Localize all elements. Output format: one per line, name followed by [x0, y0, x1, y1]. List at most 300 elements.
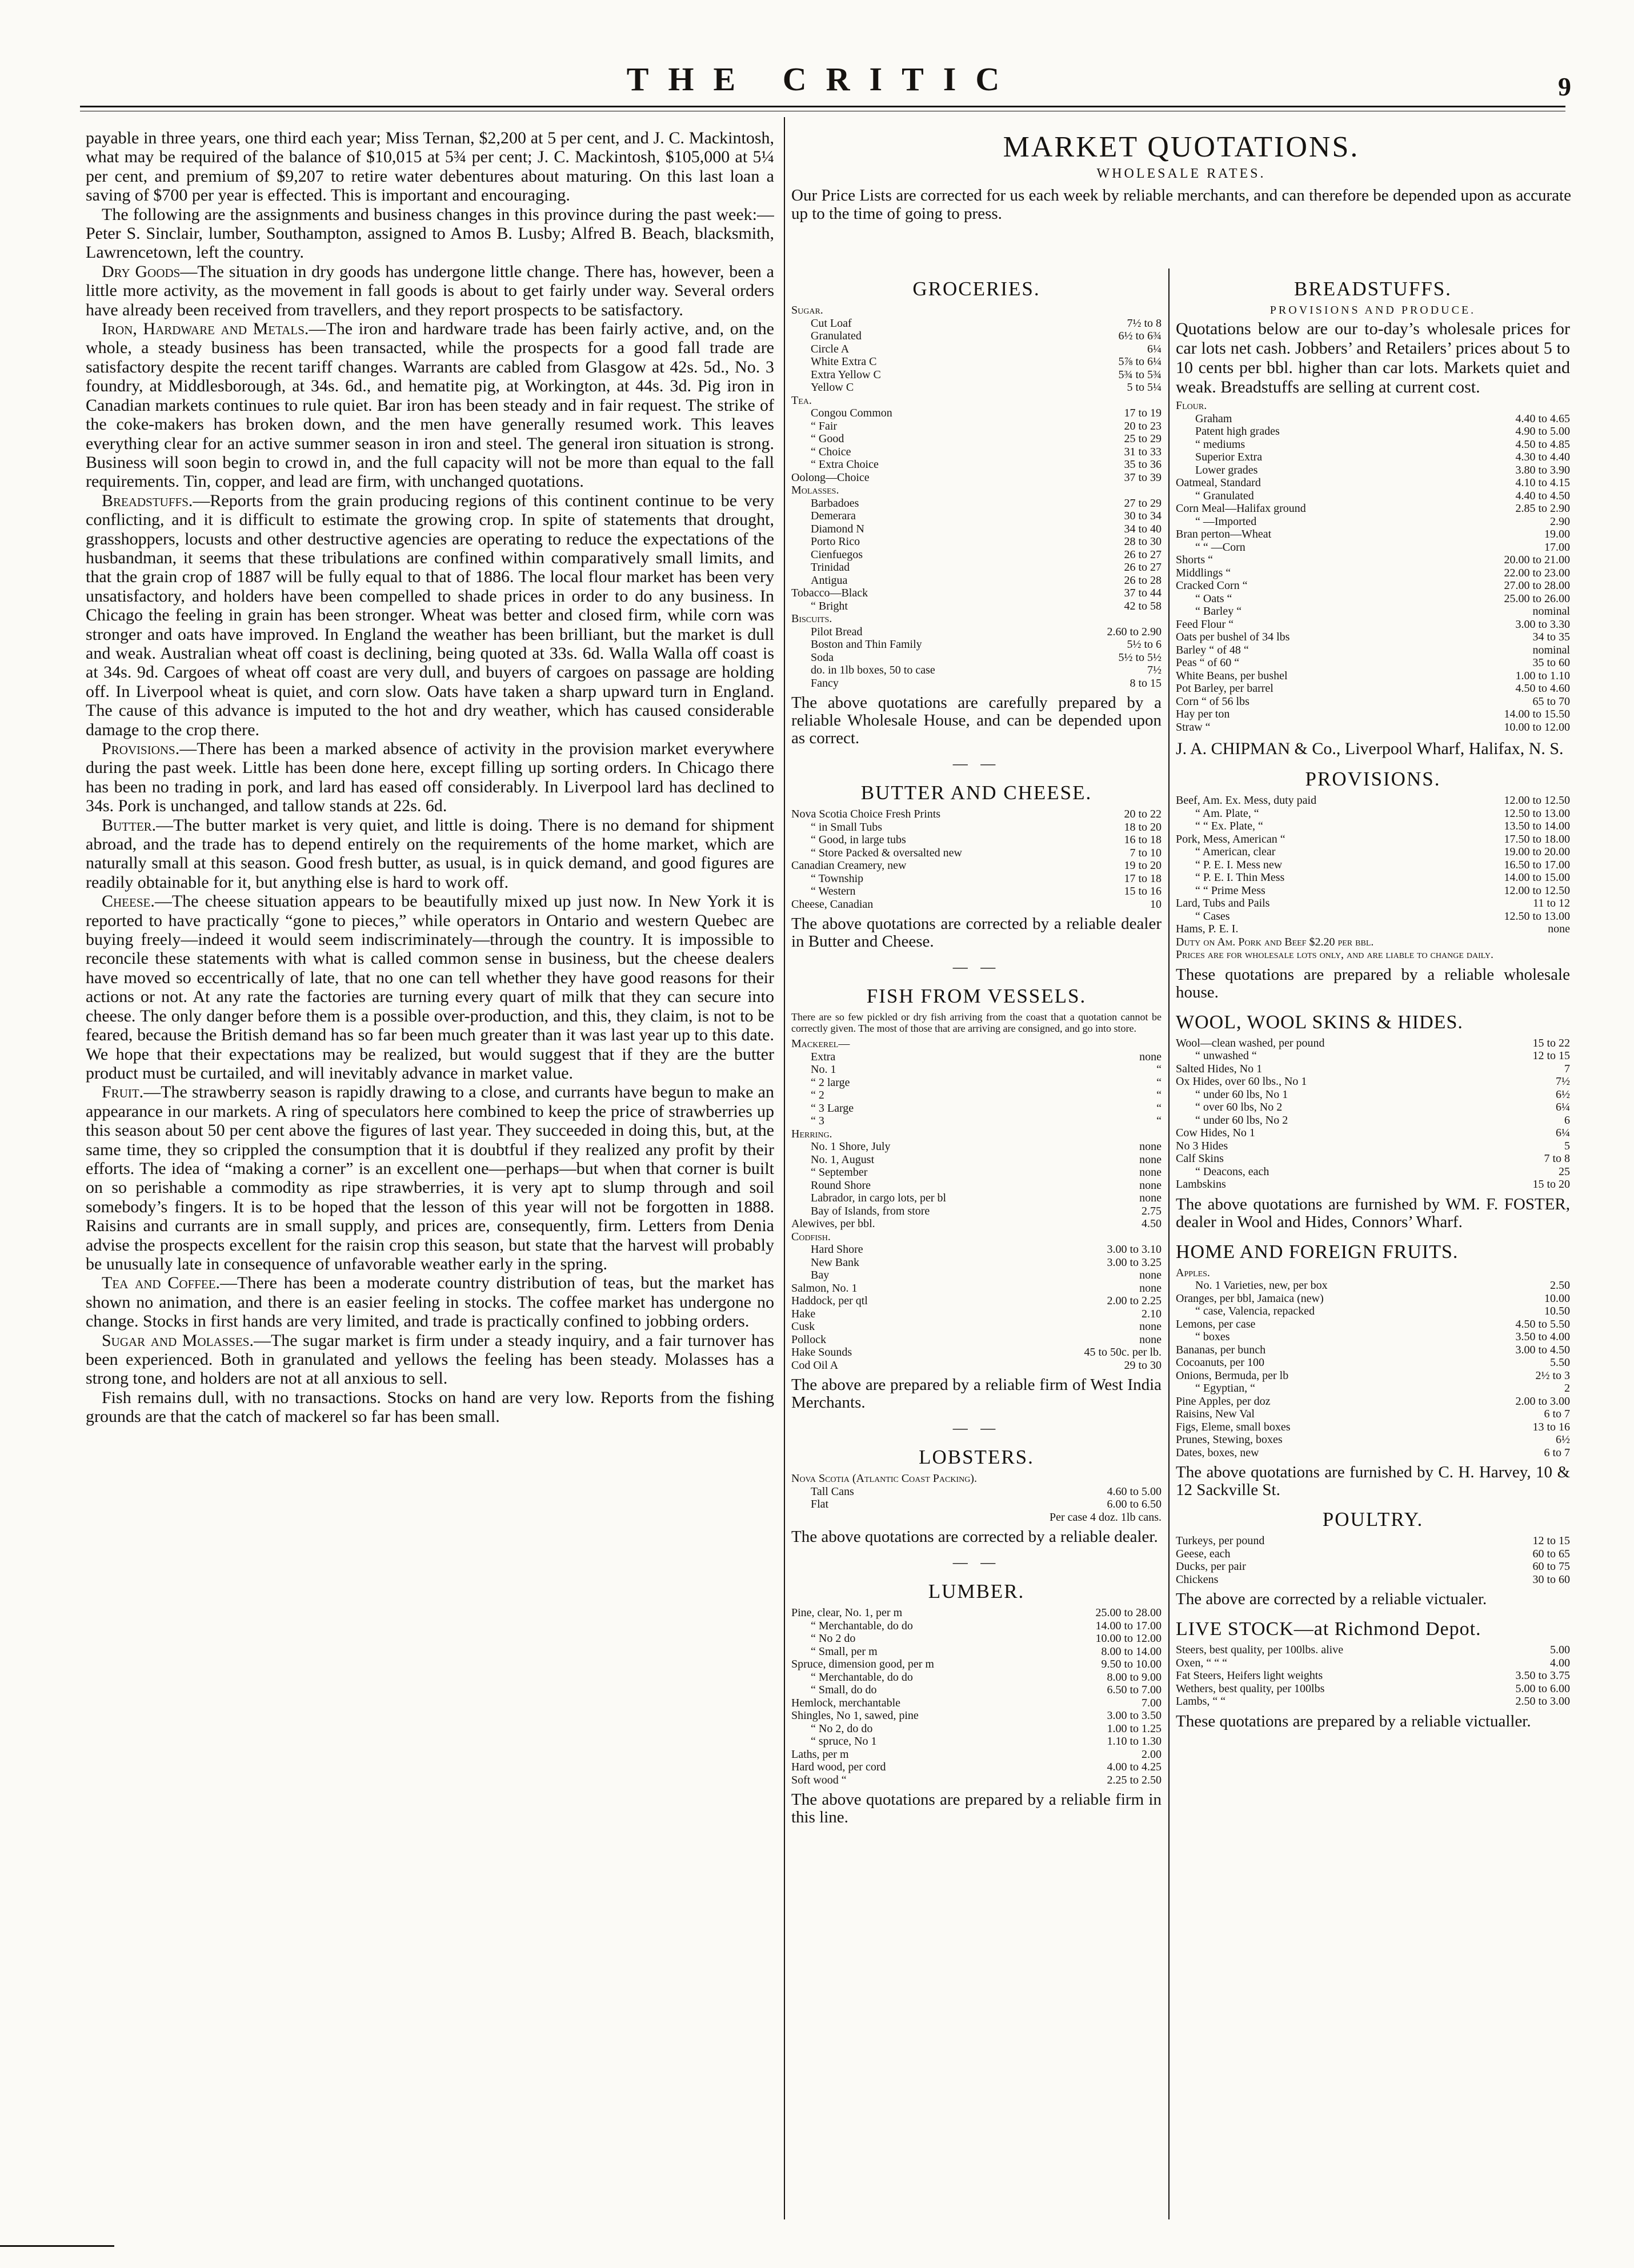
quote-price	[1082, 1231, 1162, 1244]
lumber-section	[791, 1580, 1162, 1826]
section-title: LUMBER.	[928, 1580, 1025, 1602]
livestock-section	[1176, 1618, 1570, 1730]
quote-row	[791, 1684, 1162, 1697]
quote-row	[791, 1632, 1162, 1645]
quote-row	[1176, 502, 1570, 515]
quote-item: Pork, Mess, American “	[1176, 832, 1285, 846]
quote-row	[1176, 592, 1570, 606]
quote-price: 13 to 16	[1532, 1420, 1570, 1433]
quote-row	[791, 1295, 1162, 1308]
paragraph-text: —The cheese situation appears to be beautifully mixed up just now. In New York it is reported to have practically “gone to pieces,” while operators in Ontario and western Quebec are buying freely—indeed it would seem indiscriminately—through the country. It is impossible to reconcile these statements with what is called common sense in business, but the cheese dealers have moved so eccentrically of late, that no one can tell whether they have good reasons for their actions or not. At any rate the factories are turning every quart of milk that they can secure into cheese. The only danger before them is a possible over-production, and this, they claim, is not to be feared, because the British demand has so far been much greater than it was last year up to this date. We hope that their expectations may be realized, but would suggest that if they are the butter product must be curtailed, and will inevitably advance in market value.	[86, 892, 774, 1083]
paragraph-lead: Fruit.	[102, 1083, 144, 1102]
quote-price: 18 to 20	[1124, 820, 1162, 834]
quote-item: Soft wood “	[791, 1773, 847, 1786]
quote-item: Hard Shore	[811, 1243, 863, 1256]
quote-item: Tall Cans	[811, 1485, 854, 1498]
quote-item: Shingles, No 1, sawed, pine	[791, 1709, 919, 1722]
quote-item: Barley “ of 48 “	[1176, 643, 1249, 656]
quote-price: 7½	[1147, 664, 1162, 676]
quote-item: “ Good, in large tubs	[811, 834, 906, 846]
quote-row	[791, 317, 1162, 330]
quote-row	[1176, 897, 1570, 910]
quote-item: “ Am. Plate, “	[1195, 807, 1259, 820]
quote-row	[791, 355, 1162, 368]
fruits-table	[1176, 1267, 1570, 1460]
quote-price: 2.25 to 2.50	[1107, 1773, 1162, 1786]
quote-item: Hemlock, merchantable	[791, 1696, 901, 1709]
quote-item: Flat	[811, 1498, 829, 1510]
quote-row	[1176, 833, 1570, 846]
quote-item: Lemons, per case	[1176, 1317, 1256, 1331]
quote-item: Cow Hides, No 1	[1176, 1127, 1255, 1139]
quote-row	[791, 1076, 1162, 1089]
quote-item: Tea.	[791, 394, 812, 407]
page-number: 9	[1558, 72, 1571, 101]
quote-item: “ 3 Large	[811, 1101, 854, 1115]
quote-price	[1501, 399, 1570, 412]
quote-price: none	[1139, 1269, 1162, 1281]
section-divider: — —	[952, 959, 1000, 975]
quote-item: Geese, each	[1176, 1547, 1231, 1560]
quote-row	[1176, 1140, 1570, 1153]
quote-item: “ No 2 do	[811, 1632, 856, 1645]
news-paragraph	[86, 205, 774, 262]
middle-column	[791, 269, 1162, 2222]
quote-row	[1176, 1344, 1570, 1357]
paragraph-text: payable in three years, one third each year; Miss Ternan, $2,200 at 5 per cent, and J. C. Mackintosh, what may be required of the balance of $10,015 at 5¾ per cent; J. C. Mackintosh, $105,000 at 5¼ per cent, and premium of $9,207 to retire water debentures about maturing. On this last loan a saving of $700 per year is effected. This is important and encouraging.	[86, 129, 774, 205]
quote-row	[1176, 846, 1570, 859]
quote-price	[1082, 1128, 1162, 1141]
quote-item: “ “ Ex. Plate, “	[1195, 820, 1263, 832]
quote-row	[1176, 670, 1570, 683]
quote-item: Laths, per m	[791, 1748, 849, 1761]
quote-row	[791, 847, 1162, 860]
quote-item: Superior Extra	[1195, 451, 1263, 463]
quote-item: “ “ Prime Mess	[1195, 884, 1265, 897]
quote-item: Diamond N	[811, 522, 864, 535]
quote-item: “ Fair	[811, 419, 838, 432]
quote-price: 13.50 to 14.00	[1504, 820, 1570, 832]
quote-item: “ 2	[811, 1089, 824, 1101]
paragraph-lead: Cheese.	[102, 892, 155, 911]
quote-row	[1176, 438, 1570, 451]
quote-row	[791, 1243, 1162, 1256]
quote-price: 6 to 7	[1544, 1446, 1570, 1459]
news-paragraph	[86, 892, 774, 1083]
quote-row	[1176, 425, 1570, 438]
quote-row	[791, 1498, 1162, 1511]
quote-item: Bananas, per bunch	[1176, 1343, 1266, 1356]
paragraph-lead: Dry Goods	[102, 262, 181, 281]
quote-item: Corn “ of 56 lbs	[1176, 695, 1249, 708]
section-title: PROVISIONS.	[1305, 768, 1441, 790]
quote-price: 27 to 29	[1124, 496, 1162, 510]
quote-item: Nova Scotia Choice Fresh Prints	[791, 808, 941, 820]
quote-row	[791, 1089, 1162, 1102]
breadstuffs-intro: Quotations below are our to-day’s wholesale prices for car lots net cash. Jobbers’ and Retailers’ prices about 5 to 10 cents per bbl. higher than car lots. Markets quiet and weak. Breadstuffs are selling at current cost.	[1176, 319, 1570, 396]
quote-price: 11 to 12	[1533, 897, 1570, 909]
quote-row	[791, 664, 1162, 677]
quote-price: 5	[1564, 1139, 1570, 1152]
quote-price: 34 to 40	[1124, 522, 1162, 535]
quote-item: Patent high grades	[1195, 425, 1280, 438]
quote-price: 5.00	[1550, 1644, 1570, 1656]
quote-row	[791, 1697, 1162, 1710]
news-paragraph	[86, 816, 774, 892]
quote-row	[1176, 1682, 1570, 1696]
quote-price: 2.50 to 3.00	[1515, 1695, 1570, 1708]
quote-row	[1176, 708, 1570, 721]
quote-row	[791, 1256, 1162, 1269]
section-note: The above quotations are furnished by C. H. Harvey, 10 & 12 Sackville St.	[1176, 1463, 1570, 1499]
quote-price	[1513, 1267, 1570, 1280]
quote-price: 14.00 to 17.00	[1095, 1619, 1162, 1632]
quote-price: 5¾ to 5¾	[1118, 368, 1162, 381]
lobsters-section	[791, 1446, 1162, 1546]
section-divider: — —	[952, 1554, 1000, 1570]
quote-item: “ in Small Tubs	[811, 820, 883, 834]
quote-item: Pollock	[791, 1333, 827, 1346]
quote-item: “ Western	[811, 885, 856, 897]
quote-row	[791, 1620, 1162, 1633]
quote-row	[791, 1051, 1162, 1064]
quote-row	[1176, 579, 1570, 592]
fish-section	[791, 985, 1162, 1412]
quote-price: 35 to 60	[1532, 656, 1570, 669]
quote-item: Pine, clear, No. 1, per m	[791, 1606, 903, 1619]
quote-price: 28 to 30	[1124, 535, 1162, 548]
quote-item: Bran perton—Wheat	[1176, 528, 1272, 540]
quote-row	[791, 859, 1162, 872]
market-quotations	[791, 130, 1571, 267]
quote-item: “ “ —Corn	[1195, 540, 1245, 554]
wool-hides-section	[1176, 1012, 1570, 1231]
quote-item: Salted Hides, No 1	[1176, 1062, 1263, 1075]
quote-price: 25.00 to 26.00	[1504, 592, 1570, 605]
quote-price	[1047, 1472, 1162, 1485]
quote-price: 17.50 to 18.00	[1504, 832, 1570, 846]
quote-row	[1176, 1049, 1570, 1063]
fruits-section	[1176, 1241, 1570, 1500]
breadstuffs-section	[1176, 278, 1570, 759]
quote-item: Pot Barley, per barrel	[1176, 682, 1273, 695]
quote-price: 6.00 to 6.50	[1107, 1498, 1162, 1510]
quote-row	[791, 1485, 1162, 1498]
quote-item: Molasses.	[791, 484, 839, 496]
quote-row	[1176, 1075, 1570, 1088]
quote-price: 2½ to 3	[1535, 1369, 1570, 1382]
quote-item: Raisins, New Val	[1176, 1408, 1255, 1420]
section-title: POULTRY.	[1322, 1508, 1424, 1530]
quote-item: Mackerel—	[791, 1037, 850, 1050]
quote-item: Cocoanuts, per 100	[1176, 1356, 1264, 1369]
quote-price: 20.00 to 21.00	[1504, 554, 1570, 566]
quote-item: “ spruce, No 1	[811, 1735, 877, 1748]
quote-item: Cod Oil A	[791, 1359, 839, 1372]
quote-row	[1176, 476, 1570, 490]
quote-price: 37 to 39	[1124, 471, 1162, 484]
quote-price: 6½ to 6¾	[1118, 330, 1162, 342]
quote-price: 12 to 15	[1532, 1049, 1570, 1062]
quote-item: Nova Scotia (Atlantic Coast Packing).	[791, 1472, 977, 1485]
quote-item: “ case, Valencia, repacked	[1195, 1305, 1315, 1317]
quote-row	[791, 1102, 1162, 1115]
quote-row	[1176, 910, 1570, 923]
quote-row	[1176, 1279, 1570, 1292]
quote-item: Sugar.	[791, 304, 823, 316]
quote-item: Cienfuegos	[811, 548, 863, 561]
quote-row	[791, 471, 1162, 484]
quote-price: none	[1139, 1333, 1162, 1346]
fish-supply-note: There are so few pickled or dry fish arriving from the coast that a quotation cannot be correctly given. The most of those that are arriving are consigned, and go into store.	[791, 1011, 1162, 1034]
quote-price: 4.50 to 5.50	[1515, 1317, 1570, 1331]
quote-price: 12 to 15	[1532, 1534, 1570, 1547]
quote-price: 34 to 35	[1532, 631, 1570, 643]
quote-row	[791, 612, 1162, 626]
quote-price: none	[1139, 1320, 1162, 1333]
quote-row	[791, 574, 1162, 587]
quote-item: Turkeys, per pound	[1176, 1534, 1265, 1547]
quote-price: 10.50	[1544, 1305, 1570, 1317]
quote-item: “ unwashed “	[1195, 1049, 1257, 1062]
quote-item: Haddock, per qtl	[791, 1295, 868, 1307]
quote-row	[791, 1709, 1162, 1722]
quote-row	[791, 1269, 1162, 1282]
quote-price: none	[1139, 1192, 1162, 1204]
quote-item: No. 1 Varieties, new, per box	[1195, 1279, 1328, 1292]
quote-row	[791, 1671, 1162, 1684]
quote-item: “ 2 large	[811, 1076, 850, 1089]
quote-item: Shorts “	[1176, 554, 1213, 566]
paragraph-text: —Reports from the grain producing regions of this continent continue to be very conflicting, and it is difficult to estimate the growing crop. In spite of statements that drought, grasshoppers, locusts and other destructive agencies are operating to reduce the expectations of the husbandman, it seems that these tribulations are confined within comparatively small limits, and that the grain crop of 1887 will be fully equal to that of 1886. The local flour market has been very unsatisfactory, and holders have been compelled to shade prices in order to do any business. In Chicago the feeling in grain has been stronger. Wheat was better and closed firm, while corn was stronger and oats have improved. In England the weather has been brilliant, but the market is dull and weak. Australian wheat off coast is declining, being quoted at 33s. 6d. Walla Walla off coast is at 34s. 9d. Cargoes of wheat off coast are very dull, and buyers of cargoes on passage are holding off. In Liverpool wheat is quiet, and corn slow. Oats have taken a sharp upward turn in England. The cause of this advance is imputed to the hot and dry weather, which has caused considerable damage to the crop there.	[86, 491, 774, 739]
section-title: GROCERIES.	[912, 278, 1040, 300]
quote-price: 1.00 to 1.10	[1515, 669, 1570, 682]
news-paragraph	[86, 1273, 774, 1331]
quote-row	[791, 1346, 1162, 1359]
quote-price: “	[1156, 1089, 1162, 1101]
quote-row	[1176, 1331, 1570, 1344]
section-title: WOOL, WOOL SKINS & HIDES.	[1176, 1011, 1463, 1033]
quote-row	[1176, 1305, 1570, 1318]
quote-price: 22.00 to 23.00	[1504, 566, 1570, 579]
quote-price: 5 to 5¼	[1127, 381, 1162, 394]
newspaper-title: THE CRITIC	[626, 61, 1019, 98]
quote-price	[1104, 304, 1162, 317]
quote-item: “ Township	[811, 872, 864, 885]
quote-row	[791, 484, 1162, 497]
quote-row	[791, 1761, 1162, 1774]
quote-price: 4.00	[1550, 1656, 1570, 1669]
paragraph-lead: Sugar and Molasses.	[102, 1331, 254, 1350]
quote-item: Oolong—Choice	[791, 471, 870, 484]
quote-price: 19 to 20	[1124, 859, 1162, 872]
quote-item: Hake Sounds	[791, 1346, 852, 1359]
quote-item: “ Granulated	[1195, 489, 1254, 502]
wool-hides-table	[1176, 1037, 1570, 1191]
quote-row	[791, 1282, 1162, 1295]
quote-row	[1176, 618, 1570, 631]
quote-item: “ Extra Choice	[811, 458, 879, 471]
quote-item: Steers, best quality, per 100lbs. alive	[1176, 1644, 1344, 1656]
quote-price: none	[1139, 1050, 1162, 1063]
quote-row	[791, 548, 1162, 562]
quote-item: Porto Rico	[811, 535, 860, 548]
quote-price: 5⅞ to 6¼	[1118, 355, 1162, 368]
quote-price: 1.10 to 1.30	[1107, 1735, 1162, 1748]
quote-row	[1176, 656, 1570, 670]
quote-row	[791, 510, 1162, 523]
quote-price: 16.50 to 17.00	[1504, 858, 1570, 871]
quote-price: 30 to 34	[1124, 510, 1162, 522]
quote-row	[1176, 1292, 1570, 1305]
quote-price: 4.40 to 4.65	[1515, 412, 1570, 425]
quote-price: 3.00 to 3.25	[1107, 1256, 1162, 1269]
quote-item: Hay per ton	[1176, 708, 1230, 720]
quote-item: Fancy	[811, 676, 839, 690]
quote-row	[791, 1308, 1162, 1321]
quote-item: Round Shore	[811, 1179, 871, 1192]
quote-row	[1176, 1573, 1570, 1586]
paragraph-text: —There has been a moderate country distribution of teas, but the market has shown no animation, and there is an easier feeling in stocks. The coffee market has undergone no change. Stocks in first hands are very limited, and trade is practically confined to jobbing orders.	[86, 1273, 774, 1331]
quote-item: Boston and Thin Family	[811, 638, 922, 651]
quote-item: Tobacco—Black	[791, 587, 868, 599]
quote-row	[791, 821, 1162, 834]
quote-price: 2.10	[1142, 1307, 1162, 1320]
paragraph-text: Fish remains dull, with no transactions. Stocks on hand are very low. Reports from the fishing grounds are that the catch of mackerel so far has been small.	[86, 1388, 774, 1426]
quote-row	[1176, 1644, 1570, 1657]
quote-row	[791, 523, 1162, 536]
quote-price: 1.00 to 1.25	[1107, 1722, 1162, 1735]
quote-row	[791, 1205, 1162, 1218]
quote-row	[1176, 1088, 1570, 1101]
quote-row	[791, 446, 1162, 459]
quote-item: “ Choice	[811, 445, 851, 458]
market-quotations-intro: Our Price Lists are corrected for us each week by reliable merchants, and can therefore be depended upon as accurate up to the time of going to press.	[791, 186, 1571, 223]
masthead	[80, 54, 1571, 101]
commercial-news-column	[86, 129, 774, 2237]
paragraph-lead: Tea and Coffee.	[102, 1273, 221, 1293]
quote-price: 5½ to 6	[1127, 638, 1162, 651]
quote-price: 8.00 to 9.00	[1107, 1670, 1162, 1684]
quote-row	[1176, 1657, 1570, 1670]
quote-price: 19.00 to 20.00	[1504, 846, 1570, 858]
quote-row	[791, 885, 1162, 898]
quote-price: 15 to 16	[1124, 885, 1162, 897]
quote-row	[1176, 721, 1570, 734]
section-note: The above quotations are corrected by a reliable dealer in Butter and Cheese.	[791, 915, 1162, 951]
quote-price: 2	[1564, 1382, 1570, 1395]
quote-price: 6 to 7	[1544, 1408, 1570, 1420]
quote-item: Salmon, No. 1	[791, 1281, 858, 1295]
quote-price: 2.00 to 3.00	[1515, 1395, 1570, 1408]
section-divider: — —	[952, 755, 1000, 772]
quote-item: Extra	[811, 1050, 836, 1063]
quote-row	[791, 1606, 1162, 1620]
section-note: The above are prepared by a reliable firm of West India Merchants.	[791, 1376, 1162, 1412]
quote-row	[1176, 1534, 1570, 1548]
quote-price: 4.50	[1142, 1217, 1162, 1230]
quote-row	[1176, 1267, 1570, 1280]
paragraph-lead: Iron, Hardware and Metals.	[102, 319, 309, 339]
lobsters-table	[791, 1472, 1162, 1524]
quote-item: Demerara	[811, 510, 856, 522]
quote-price: 6¼	[1556, 1127, 1570, 1139]
quote-row	[1176, 399, 1570, 412]
quote-row	[1176, 451, 1570, 464]
quote-item: “ Store Packed & oversalted new	[811, 846, 962, 859]
quote-price: nominal	[1532, 605, 1570, 618]
quote-item: Labrador, in cargo lots, per bl	[811, 1192, 947, 1204]
quote-price: 17 to 19	[1124, 407, 1162, 419]
quote-item: “ Oats “	[1195, 592, 1232, 605]
quote-item: Prices are for wholesale lots only, and are liable to change daily.	[1176, 948, 1494, 961]
quote-row	[1176, 1369, 1570, 1383]
quote-item	[791, 1511, 1047, 1524]
quote-row	[791, 651, 1162, 664]
quote-price: 5.00 to 6.00	[1515, 1682, 1570, 1695]
section-subtitle: PROVISIONS AND PRODUCE.	[1269, 304, 1476, 316]
paragraph-lead: Butter.	[102, 815, 157, 835]
section-note: The above quotations are carefully prepared by a reliable Wholesale House, and can be depended upon as correct.	[791, 694, 1162, 747]
quote-row	[791, 458, 1162, 471]
paragraph-text: —The situation in dry goods has undergone little change. There has, however, been a little more activity, as the movement in fall goods is about to get fairly under way. Several orders have already been received from travellers, and they report prospects to be satisfactory.	[86, 262, 774, 319]
section-title: BREADSTUFFS.	[1294, 278, 1452, 300]
quote-row	[1176, 1178, 1570, 1191]
quote-price: 27.00 to 28.00	[1504, 579, 1570, 592]
quote-price: 6½	[1556, 1433, 1570, 1446]
quote-item: Hams, P. E. I.	[1176, 923, 1239, 935]
quote-row	[791, 1115, 1162, 1128]
quote-item: “ —Imported	[1195, 515, 1257, 528]
quote-price: 12.00 to 12.50	[1504, 794, 1570, 807]
right-column	[1176, 269, 1570, 2222]
quote-row	[1176, 871, 1570, 884]
quote-item: Lambskins	[1176, 1178, 1226, 1191]
paragraph-text: The following are the assignments and business changes in this province during the past week:—Peter S. Sinclair, lumber, Southampton, assigned to Amos B. Lusby; Alfred B. Beach, blacksmith, Lawrencetown, left the country.	[86, 205, 774, 262]
section-note: These quotations are prepared by a reliable victualler.	[1176, 1712, 1531, 1730]
quote-price: 15 to 20	[1532, 1178, 1570, 1191]
market-quotations-title: MARKET QUOTATIONS.	[1003, 131, 1360, 163]
quote-price: 4.60 to 5.00	[1107, 1485, 1162, 1498]
quote-item: Figs, Eleme, small boxes	[1176, 1420, 1291, 1433]
quote-price: 19.00	[1544, 528, 1570, 540]
quote-row	[791, 1179, 1162, 1192]
quote-item: No. 1	[811, 1063, 836, 1076]
quote-row	[791, 677, 1162, 690]
quote-price	[1104, 484, 1162, 497]
quote-item: Beef, Am. Ex. Mess, duty paid	[1176, 794, 1317, 807]
quote-price: “	[1156, 1076, 1162, 1089]
quote-price: 26 to 28	[1124, 574, 1162, 587]
quote-price: 2.00	[1142, 1748, 1162, 1761]
quote-item: Lower grades	[1195, 463, 1258, 476]
quote-price: 26 to 27	[1124, 548, 1162, 561]
quote-row	[1176, 528, 1570, 541]
quote-item: Ducks, per pair	[1176, 1560, 1246, 1573]
quote-price	[1082, 1037, 1162, 1051]
quote-item: New Bank	[811, 1256, 859, 1269]
quote-row	[1176, 1395, 1570, 1408]
quote-price: 6¼	[1147, 342, 1162, 355]
quote-row	[1176, 820, 1570, 833]
quote-row	[1176, 1165, 1570, 1179]
quote-row	[791, 535, 1162, 548]
quote-price: none	[1548, 923, 1570, 935]
quote-item: Herring.	[791, 1127, 832, 1140]
quote-row	[791, 432, 1162, 446]
quote-price: 2.50	[1550, 1279, 1570, 1292]
quote-row	[1176, 1433, 1570, 1446]
